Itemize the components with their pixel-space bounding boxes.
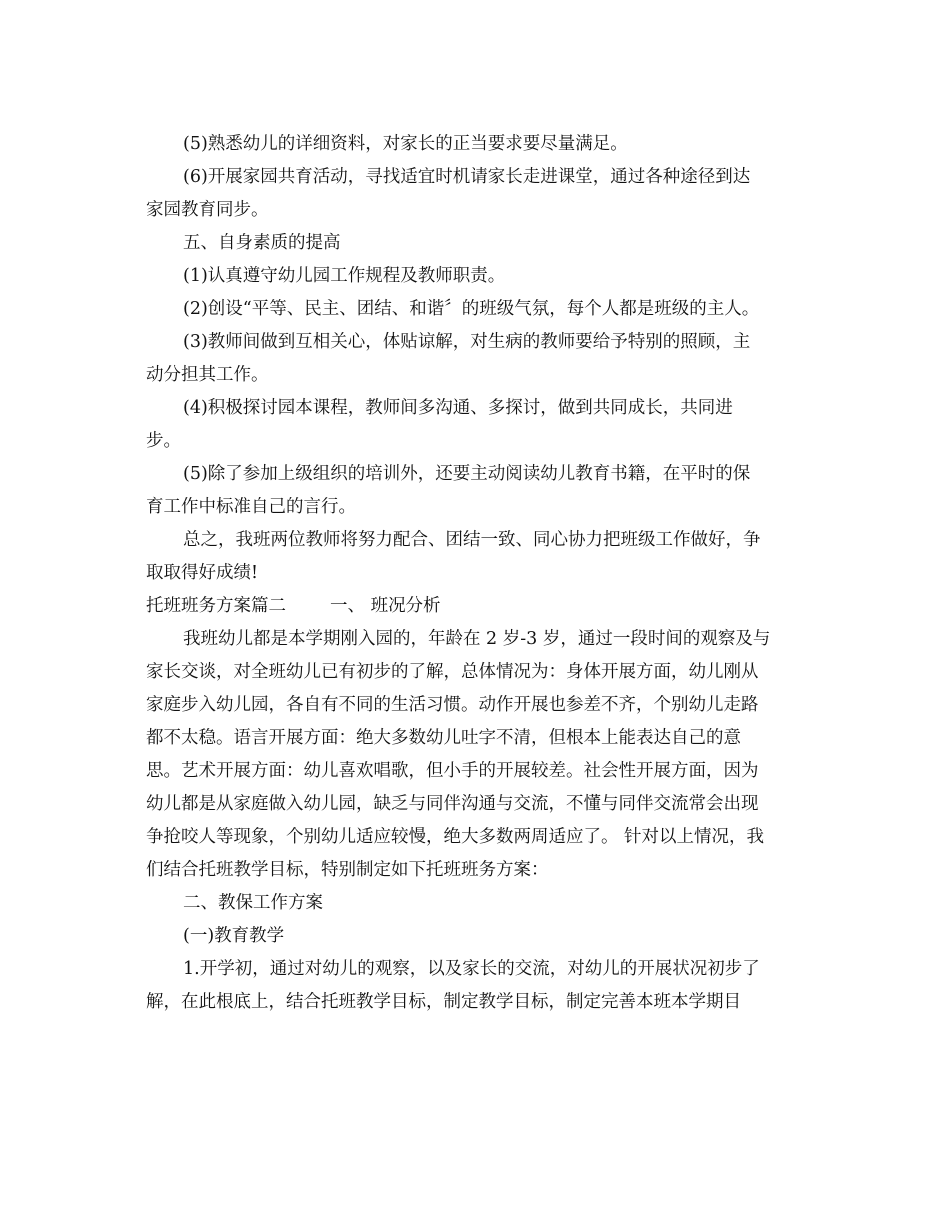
paragraph-line: 家园教育同步。 [146, 200, 269, 220]
paragraph-line: 家长交谈，对全班幼儿已有初步的了解，总体情况为：身体开展方面，幼儿刚从 [146, 662, 759, 682]
paragraph-line: 步。 [146, 431, 181, 451]
paragraph-line: 思。艺术开展方面：幼儿喜欢唱歌，但小手的开展较差。社会性开展方面，因为 [146, 761, 759, 781]
section-heading-teaching-plan: 二、教保工作方案 [183, 893, 323, 913]
paragraph-line: (1)认真遵守幼儿园工作规程及教师职责。 [183, 266, 506, 286]
section-title: 托班班务方案篇二 [146, 596, 286, 616]
document-body [146, 128, 812, 1019]
paragraph-line: 解，在此根底上，结合托班教学目标，制定教学目标，制定完善本班本学期目 [146, 992, 741, 1012]
paragraph-line: 取取得好成绩! [146, 563, 259, 583]
paragraph-line: (5)熟悉幼儿的详细资料，对家长的正当要求要尽量满足。 [183, 134, 628, 154]
paragraph-line: (2)创设“平等、民主、团结、和谐〞的班级气氛，每个人都是班级的主人。 [183, 299, 760, 319]
paragraph-line: (5)除了参加上级组织的培训外，还要主动阅读幼儿教育书籍，在平时的保 [183, 464, 751, 484]
paragraph-line: 幼儿都是从家庭做入幼儿园，缺乏与同伴沟通与交流，不懂与同伴交流常会出现 [146, 794, 759, 814]
paragraph-line: 动分担其工作。 [146, 365, 269, 385]
paragraph-line: 我班幼儿都是本学期刚入园的，年龄在 2 岁-3 岁，通过一段时间的观察及与 [183, 629, 771, 649]
paragraph-line: 们结合托班教学目标，特别制定如下托班班务方案： [146, 860, 549, 880]
section-heading-plan-two [146, 590, 812, 623]
paragraph-line: 争抢咬人等现象，个别幼儿适应较慢，绝大多数两周适应了。 针对以上情况，我 [146, 827, 765, 847]
paragraph-line: 总之，我班两位教师将努力配合、团结一致、同心协力把班级工作做好，争 [183, 530, 761, 550]
subsection-heading-education: (一)教育教学 [183, 926, 285, 946]
paragraph-line: (3)教师间做到互相关心，体贴谅解，对生病的教师要给予特别的照顾，主 [183, 332, 751, 352]
paragraph-line: 都不太稳。语言开展方面：绝大多数幼儿吐字不清，但根本上能表达自己的意 [146, 728, 741, 748]
paragraph-line: 1.开学初，通过对幼儿的观察，以及家长的交流，对幼儿的开展状况初步了 [183, 959, 760, 979]
section-subtitle: 一、 班况分析 [330, 596, 441, 616]
paragraph-line: 育工作中标准自己的言行。 [146, 497, 356, 517]
paragraph-line: (6)开展家园共育活动，寻找适宜时机请家长走进课堂，通过各种途径到达 [183, 167, 751, 187]
paragraph-line: 家庭步入幼儿园，各自有不同的生活习惯。动作开展也参差不齐，个别幼儿走路 [146, 695, 759, 715]
paragraph-line: (4)积极探讨园本课程，教师间多沟通、多探讨，做到共同成长，共同进 [183, 398, 733, 418]
section-heading-self-improvement: 五、自身素质的提高 [183, 233, 341, 253]
